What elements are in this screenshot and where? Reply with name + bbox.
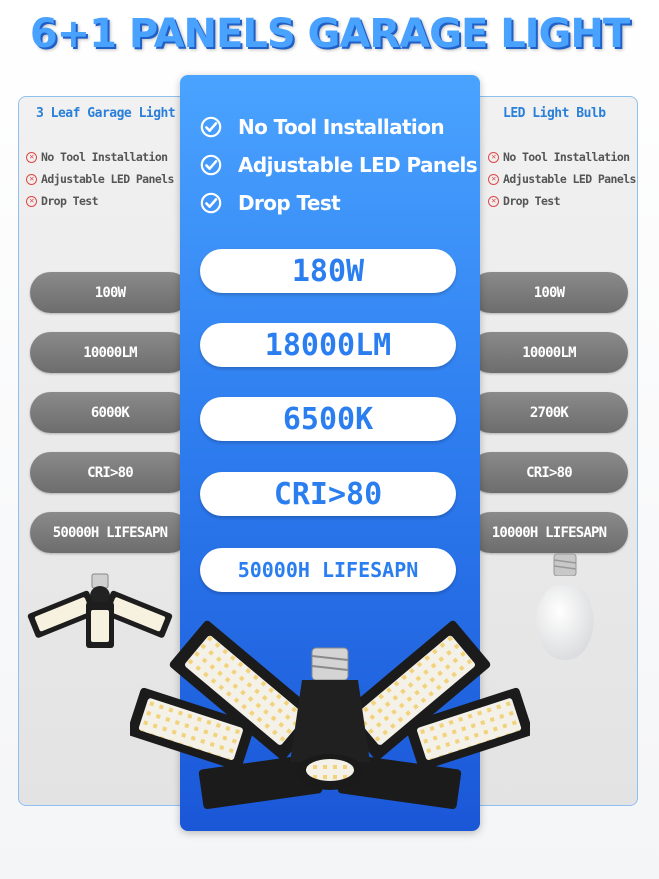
list-item: Adjustable LED Panels — [200, 146, 477, 184]
right-spec-lumens: 10000LM — [470, 332, 628, 373]
right-feature-list — [488, 146, 636, 212]
cross-icon: ✕ — [488, 152, 499, 163]
page-title: 6+1 PANELS GARAGE LIGHT — [29, 11, 630, 57]
left-panel-title: 3 Leaf Garage Light — [36, 106, 176, 121]
center-spec-color-temp: 6500K — [200, 397, 456, 441]
check-circle-icon — [200, 192, 222, 214]
check-circle-icon — [200, 154, 222, 176]
left-spec-lifespan: 50000H LIFESAPN — [30, 512, 190, 553]
right-panel-title: LED Light Bulb — [503, 106, 606, 121]
cross-icon: ✕ — [488, 196, 499, 207]
cross-icon: ✕ — [488, 174, 499, 185]
list-item: Drop Test — [200, 184, 477, 222]
led-light-bulb-icon — [530, 550, 600, 670]
center-spec-cri: CRI>80 — [200, 472, 456, 516]
left-spec-lumens: 10000LM — [30, 332, 190, 373]
right-spec-wattage: 100W — [470, 272, 628, 313]
right-spec-lifespan: 10000H LIFESAPN — [470, 512, 628, 553]
center-feature-list — [200, 108, 477, 222]
list-item: ✕ Adjustable LED Panels — [488, 168, 636, 190]
center-spec-lumens: 18000LM — [200, 323, 456, 367]
left-feature-list — [26, 146, 174, 212]
center-spec-wattage: 180W — [200, 249, 456, 293]
six-panel-garage-light-icon — [130, 612, 530, 817]
cross-icon: ✕ — [26, 152, 37, 163]
left-spec-cri: CRI>80 — [30, 452, 190, 493]
list-item: ✕ No Tool Installation — [26, 146, 174, 168]
right-spec-cri: CRI>80 — [470, 452, 628, 493]
cross-icon: ✕ — [26, 174, 37, 185]
list-item: ✕ Drop Test — [488, 190, 636, 212]
list-item: ✕ No Tool Installation — [488, 146, 636, 168]
cross-icon: ✕ — [26, 196, 37, 207]
list-item: ✕ Drop Test — [26, 190, 174, 212]
check-circle-icon — [200, 116, 222, 138]
list-item: ✕ Adjustable LED Panels — [26, 168, 174, 190]
left-spec-color-temp: 6000K — [30, 392, 190, 433]
center-spec-lifespan: 50000H LIFESAPN — [200, 548, 456, 592]
left-spec-wattage: 100W — [30, 272, 190, 313]
right-spec-color-temp: 2700K — [470, 392, 628, 433]
list-item: No Tool Installation — [200, 108, 477, 146]
